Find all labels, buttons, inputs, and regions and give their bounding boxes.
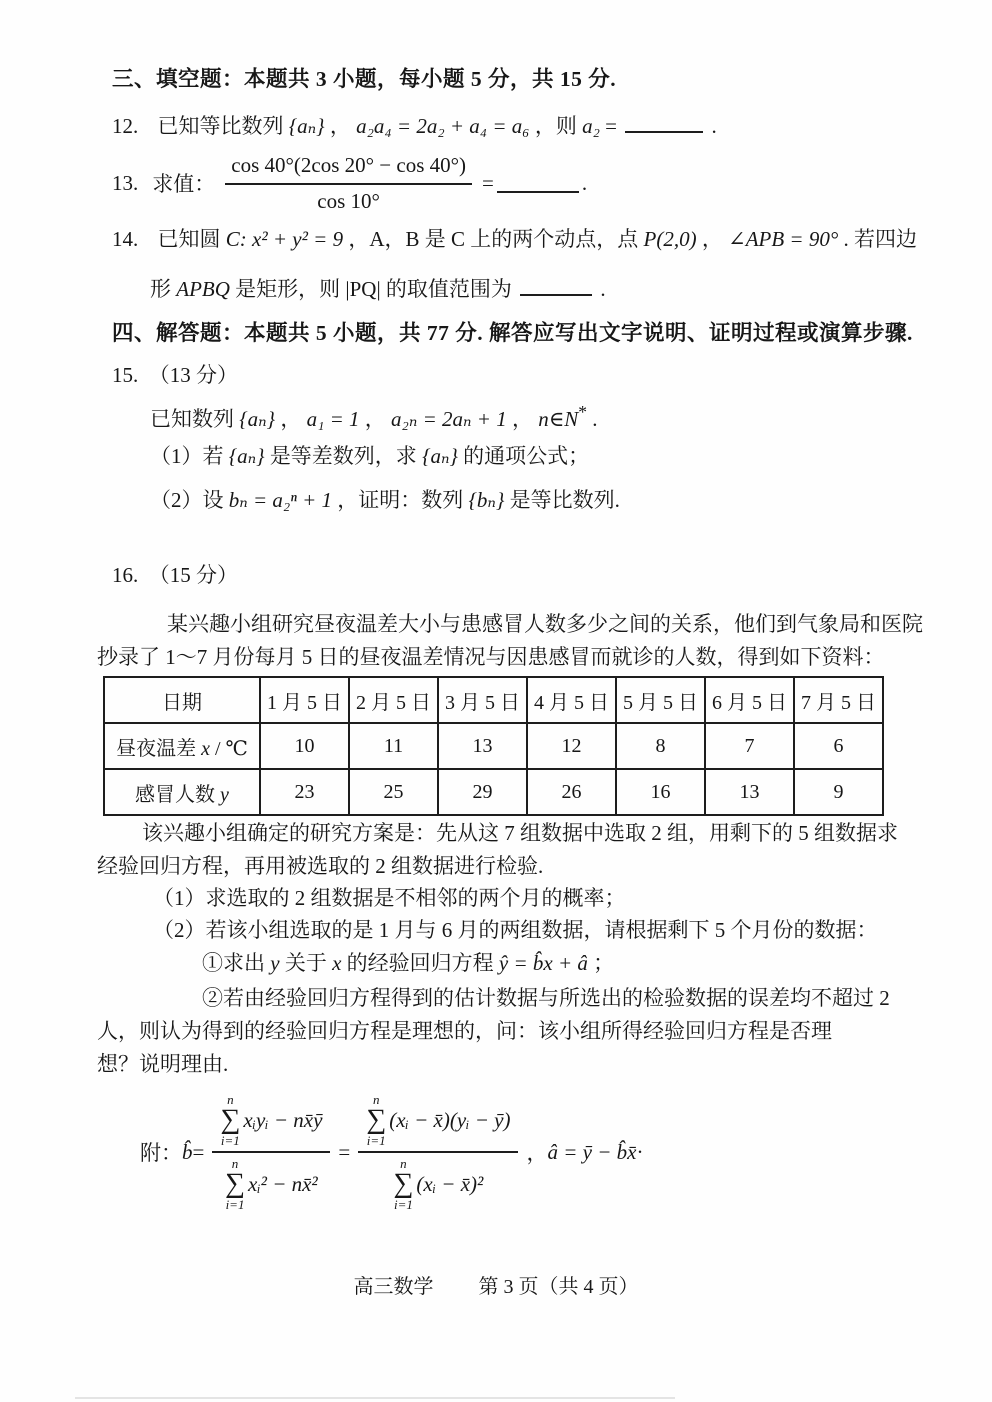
q15-domain: n∈N bbox=[538, 407, 579, 431]
q15-part2-definition: bₙ = a₂ⁿ + 1 bbox=[228, 488, 333, 512]
header-date: 日期 bbox=[104, 677, 260, 723]
sigma-lower: i=1 bbox=[366, 1133, 386, 1148]
fraction2-numerator bbox=[358, 1093, 518, 1153]
q15-part1-text2: 是等差数列，求 bbox=[269, 444, 417, 468]
question-15-part1 bbox=[150, 441, 589, 471]
header-cell: 4 月 5 日 bbox=[527, 677, 616, 723]
sub1-semicolon: ； bbox=[593, 951, 615, 975]
rowx-variable: x bbox=[201, 737, 210, 760]
fraction1-denominator bbox=[225, 1153, 318, 1211]
q16-paragraph1-line1: 某兴趣小组研究昼夜温差大小与患感冒人数多少之间的关系，他们到气象局和医院 bbox=[167, 612, 923, 636]
q16-subpart2-line1: ②若由经验回归方程得到的估计数据与所选出的检验数据的误差均不超过 2 bbox=[202, 986, 890, 1010]
rowy-value: 29 bbox=[438, 769, 527, 815]
header-cell: 7 月 5 日 bbox=[794, 677, 883, 723]
fraction2-den-expression: (xᵢ − x̄)² bbox=[416, 1171, 484, 1196]
q13-equals: = bbox=[482, 170, 494, 195]
table-row-patients bbox=[104, 769, 883, 815]
fraction1-numerator bbox=[212, 1093, 330, 1153]
sub1-text3: 的经验回归方程 bbox=[346, 951, 499, 975]
rowy-value: 26 bbox=[527, 769, 616, 815]
q15-part1-seq: {aₙ} bbox=[228, 444, 265, 468]
sigma-symbol bbox=[220, 1093, 240, 1147]
rowx-value: 6 bbox=[794, 723, 883, 769]
data-table bbox=[103, 676, 884, 816]
fraction2-num-expression: (xᵢ − x̄)(yᵢ − ȳ) bbox=[389, 1107, 511, 1132]
q15-sequence-notation: {aₙ} bbox=[239, 407, 276, 431]
sigma: ∑ bbox=[366, 1104, 387, 1135]
q14-period: . bbox=[600, 277, 606, 301]
q12-equation: a₂a₄ = 2a₂ + a₄ = a₆ bbox=[356, 114, 530, 138]
sigma-lower: i=1 bbox=[393, 1197, 413, 1212]
sigma-upper: n bbox=[400, 1156, 407, 1171]
q13-period: . bbox=[581, 170, 588, 195]
sigma-symbol bbox=[366, 1093, 386, 1147]
header-cell: 6 月 5 日 bbox=[705, 677, 794, 723]
sigma-symbol bbox=[393, 1157, 413, 1211]
q12-number: 12. bbox=[112, 114, 139, 138]
q15-text: 已知数列 bbox=[150, 407, 234, 431]
sigma-symbol bbox=[225, 1157, 245, 1211]
rowy-variable: y bbox=[220, 783, 229, 806]
q12-comma: ， bbox=[329, 114, 357, 138]
rowy-value: 25 bbox=[349, 769, 438, 815]
q14-comma: ， bbox=[701, 227, 723, 251]
header-cell: 3 月 5 日 bbox=[438, 677, 527, 723]
sigma-lower: i=1 bbox=[220, 1133, 240, 1148]
header-cell: 2 月 5 日 bbox=[349, 677, 438, 723]
q15-part1-text: （1）若 bbox=[150, 444, 224, 468]
q14-angle: ∠APB = 90° bbox=[728, 227, 839, 251]
q12-equals: = bbox=[605, 114, 617, 138]
header-cell: 1 月 5 日 bbox=[260, 677, 349, 723]
q16-paragraph2-line2: 经验回归方程，再用被选取的 2 组数据进行检验. bbox=[97, 854, 544, 878]
formula-bhat: b̂ bbox=[182, 1139, 193, 1164]
sigma-lower: i=1 bbox=[225, 1197, 245, 1212]
q14-text5: 是矩形，则 |PQ| 的取值范围为 bbox=[235, 277, 512, 301]
sub1-text: ①求出 bbox=[202, 951, 271, 975]
page-footer bbox=[0, 1270, 992, 1299]
rowx-value: 13 bbox=[438, 723, 527, 769]
fraction-denominator: cos 10° bbox=[317, 188, 380, 213]
q15-comma1: ， bbox=[280, 407, 307, 431]
header-cell: 5 月 5 日 bbox=[616, 677, 705, 723]
q16-subpart1 bbox=[202, 948, 614, 978]
formula-fraction2 bbox=[358, 1093, 518, 1211]
rowx-value: 12 bbox=[527, 723, 616, 769]
q15-part1-text3: 的通项公式； bbox=[463, 444, 590, 468]
question-14-line2 bbox=[150, 274, 606, 304]
q14-text3: . 若四边 bbox=[843, 227, 917, 251]
q12-period: . bbox=[711, 114, 717, 138]
sub1-regression-equation: ŷ = b̂x + â bbox=[498, 951, 588, 975]
fraction2-denominator bbox=[393, 1153, 483, 1211]
question-15-part2 bbox=[150, 485, 620, 515]
table-row-temperature bbox=[104, 723, 883, 769]
fraction1-den-expression: xᵢ² − nx̄² bbox=[248, 1171, 318, 1196]
q15-part2-text2: ，证明：数列 bbox=[337, 488, 464, 512]
q15-part2-text3: 是等比数列. bbox=[509, 488, 620, 512]
sigma: ∑ bbox=[225, 1168, 245, 1199]
question-15-number: 15. （13 分） bbox=[112, 363, 238, 387]
sigma-upper: n bbox=[227, 1092, 234, 1107]
formula-ahat-equation: â = ȳ − b̂x̄ bbox=[547, 1139, 637, 1164]
sub1-var-x: x bbox=[332, 951, 342, 975]
regression-formula bbox=[140, 1082, 643, 1222]
footer-course: 高三数学 bbox=[353, 1276, 434, 1298]
rowy-label-cell bbox=[104, 769, 260, 815]
sub1-text2: 关于 bbox=[284, 951, 333, 975]
q14-text: 已知圆 bbox=[157, 227, 226, 251]
sigma-upper: n bbox=[231, 1156, 239, 1171]
q14-point: P(2,0) bbox=[643, 227, 697, 251]
section3-title: 三、填空题：本题共 3 小题，每小题 5 分，共 15 分. bbox=[112, 67, 617, 91]
q14-number: 14. bbox=[112, 227, 139, 251]
rowx-label-cell bbox=[104, 723, 260, 769]
q16-part2: （2）若该小组选取的是 1 月与 6 月的两组数据，请根据剩下 5 个月份的数据： bbox=[153, 918, 878, 942]
q15-part2-text: （2）设 bbox=[150, 488, 229, 512]
q15-part2-seq: {bₙ} bbox=[468, 488, 505, 512]
rowy-value: 23 bbox=[260, 769, 349, 815]
sub1-var-y: y bbox=[270, 951, 280, 975]
scan-artifact-line bbox=[75, 1397, 675, 1399]
rowy-value: 16 bbox=[616, 769, 705, 815]
q15-comma2: ， bbox=[364, 407, 392, 431]
rowy-label: 感冒人数 bbox=[135, 783, 221, 806]
question-13 bbox=[112, 146, 587, 220]
question-12 bbox=[112, 111, 717, 141]
sigma: ∑ bbox=[393, 1168, 414, 1199]
sigma: ∑ bbox=[220, 1104, 241, 1135]
q14-text2: ，A，B 是 C 上的两个动点，点 bbox=[348, 227, 644, 251]
section4-title: 四、解答题：本题共 5 小题，共 77 分. 解答应写出文字说明、证明过程或演算步骤. bbox=[112, 321, 913, 345]
q15-part1-seq2: {aₙ} bbox=[422, 444, 458, 468]
rowx-value: 7 bbox=[705, 723, 794, 769]
answer-blank bbox=[520, 275, 592, 296]
q16-subpart2-line3: 想？说明理由. bbox=[97, 1052, 229, 1076]
rowx-unit: / ℃ bbox=[209, 737, 248, 760]
q16-subpart2-line2: 人，则认为得到的经验回归方程是理想的，问：该小组所得经验回归方程是否理 bbox=[97, 1019, 832, 1043]
q16-paragraph2-line1: 该兴趣小组确定的研究方案是：先从这 7 组数据中选取 2 组，用剩下的 5 组数据求 bbox=[142, 821, 898, 845]
q14-circle-equation: C: x² + y² = 9 bbox=[225, 227, 344, 251]
table-row-header bbox=[104, 677, 883, 723]
formula-equals2: = bbox=[338, 1139, 351, 1164]
q13-label: 求值： bbox=[152, 172, 216, 196]
q15-comma3: ， bbox=[511, 407, 539, 431]
fraction-numerator: cos 40°(2cos 20° − cos 40°) bbox=[225, 153, 472, 185]
q12-sequence-notation: {aₙ} bbox=[288, 114, 325, 138]
q14-rectangle: APBQ bbox=[176, 277, 230, 301]
formula-equals1: = bbox=[192, 1139, 205, 1164]
rowx-value: 11 bbox=[349, 723, 438, 769]
q12-text: 已知等比数列 bbox=[157, 114, 284, 138]
question-16-number: 16. （15 分） bbox=[112, 563, 238, 587]
footer-page-number: 第 3 页（共 4 页） bbox=[478, 1276, 639, 1298]
q13-fraction bbox=[225, 153, 472, 214]
q12-text-then: ，则 bbox=[534, 114, 583, 138]
q16-paragraph1-line2: 抄录了 1～7 月份每月 5 日的昼夜温差情况与因患感冒而就诊的人数，得到如下资料： bbox=[97, 645, 885, 669]
q15-initial-term: a₁ = 1 bbox=[306, 407, 360, 431]
fraction1-num-expression: xᵢyᵢ − nx̄ȳ bbox=[243, 1107, 323, 1132]
formula-fraction1 bbox=[212, 1093, 330, 1211]
formula-end-dot: · bbox=[636, 1139, 644, 1164]
rowy-value: 9 bbox=[794, 769, 883, 815]
formula-comma: ， bbox=[526, 1141, 548, 1165]
formula-label: 附： bbox=[140, 1141, 182, 1165]
q15-recurrence: a₂ₙ = 2aₙ + 1 bbox=[391, 407, 507, 431]
q15-star: * bbox=[578, 402, 588, 422]
answer-blank bbox=[497, 173, 579, 194]
q16-part1: （1）求选取的 2 组数据是不相邻的两个月的概率； bbox=[153, 886, 626, 910]
rowx-label: 昼夜温差 bbox=[116, 737, 202, 760]
sigma-upper: n bbox=[373, 1092, 380, 1107]
rowy-value: 13 bbox=[705, 769, 794, 815]
rowx-value: 10 bbox=[260, 723, 349, 769]
rowx-value: 8 bbox=[616, 723, 705, 769]
question-14-line1 bbox=[112, 224, 917, 254]
q14-text4: 形 bbox=[150, 277, 177, 301]
question-15-intro bbox=[150, 397, 598, 434]
q13-number: 13. bbox=[112, 170, 139, 195]
q15-period: . bbox=[592, 407, 598, 431]
q12-variable: a₂ bbox=[582, 114, 600, 138]
answer-blank bbox=[625, 112, 703, 133]
